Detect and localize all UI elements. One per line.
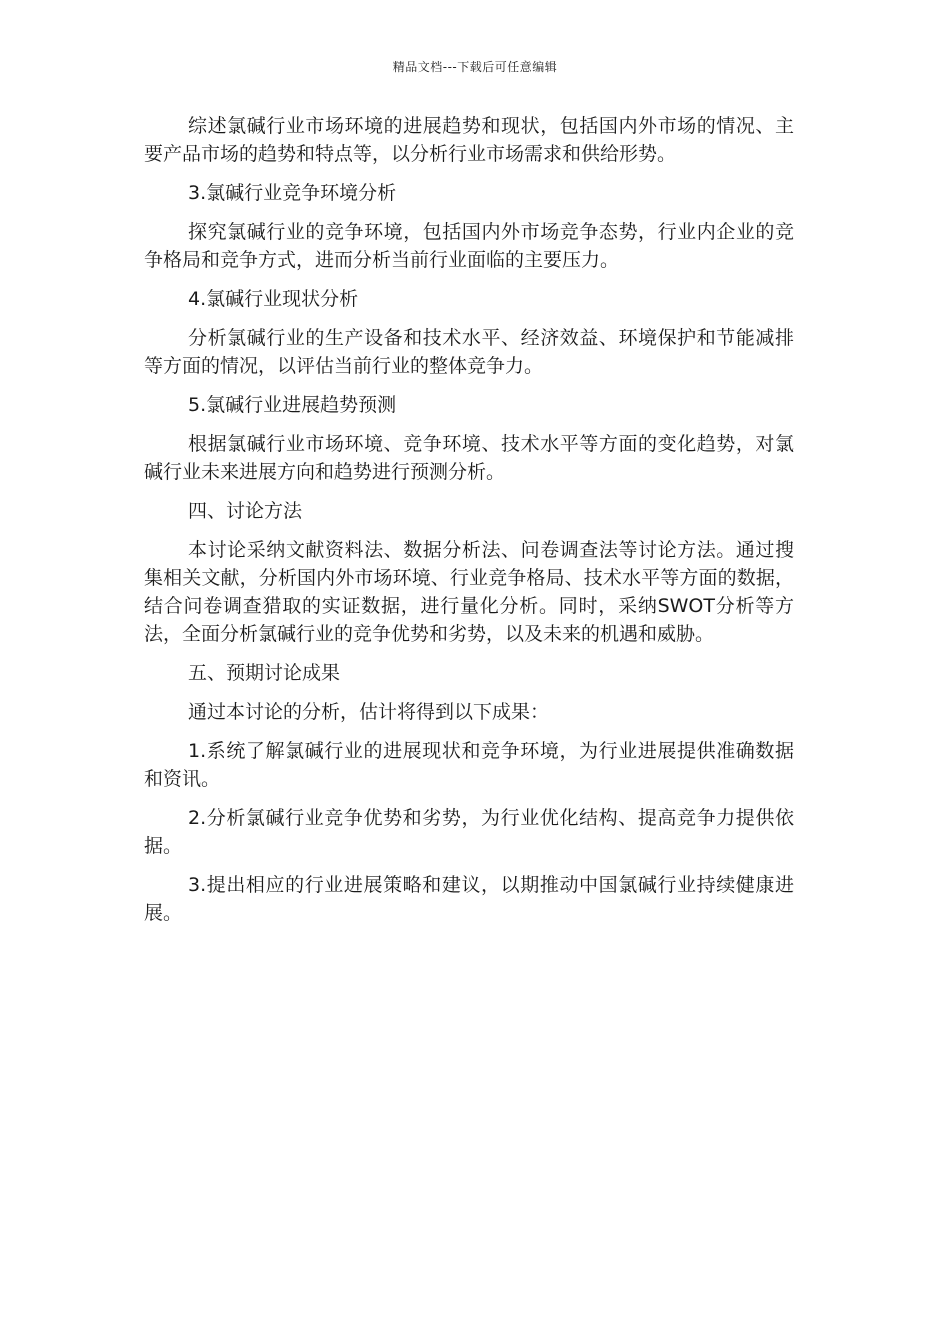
page-header: 精品文档---下载后可任意编辑 — [392, 60, 558, 74]
section-heading-competition: 3.氯碱行业竞争环境分析 — [188, 182, 397, 204]
paragraph-result-2: 2.分析氯碱行业竞争优势和劣势，为行业优化结构、提高竞争力提供依据。 — [144, 807, 794, 857]
paragraph-results-intro: 通过本讨论的分析，估计将得到以下成果： — [188, 701, 550, 723]
paragraph-result-3: 3.提出相应的行业进展策略和建议，以期推动中国氯碱行业持续健康进展。 — [144, 874, 794, 924]
section-heading-forecast: 5.氯碱行业进展趋势预测 — [188, 394, 397, 416]
document-body — [144, 112, 794, 938]
paragraph-forecast: 根据氯碱行业市场环境、竞争环境、技术水平等方面的变化趋势，对氯碱行业未来进展方向和趋势进行预测分析。 — [144, 433, 794, 483]
section-heading-status: 4.氯碱行业现状分析 — [188, 288, 359, 310]
paragraph-status: 分析氯碱行业的生产设备和技术水平、经济效益、环境保护和节能减排等方面的情况，以评估当前行业的整体竞争力。 — [144, 327, 794, 377]
paragraph-market-overview: 综述氯碱行业市场环境的进展趋势和现状，包括国内外市场的情况、主要产品市场的趋势和特点等，以分析行业市场需求和供给形势。 — [144, 115, 794, 165]
paragraph-competition: 探究氯碱行业的竞争环境，包括国内外市场竞争态势，行业内企业的竞争格局和竞争方式，进而分析当前行业面临的主要压力。 — [144, 221, 794, 271]
paragraph-methods: 本讨论采纳文献资料法、数据分析法、问卷调查法等讨论方法。通过搜集相关文献，分析国内外市场环境、行业竞争格局、技术水平等方面的数据，结合问卷调查猎取的实证数据，进行量化分析。同时，采纳SWOT分析等方法，全面分析氯碱行业的竞争优势和劣势，以及未来的机遇和威胁。 — [144, 539, 794, 645]
paragraph-result-1: 1.系统了解氯碱行业的进展现状和竞争环境，为行业进展提供准确数据和资讯。 — [144, 740, 794, 790]
section-heading-expected-results: 五、预期讨论成果 — [188, 662, 341, 684]
section-heading-methods: 四、讨论方法 — [188, 500, 303, 522]
